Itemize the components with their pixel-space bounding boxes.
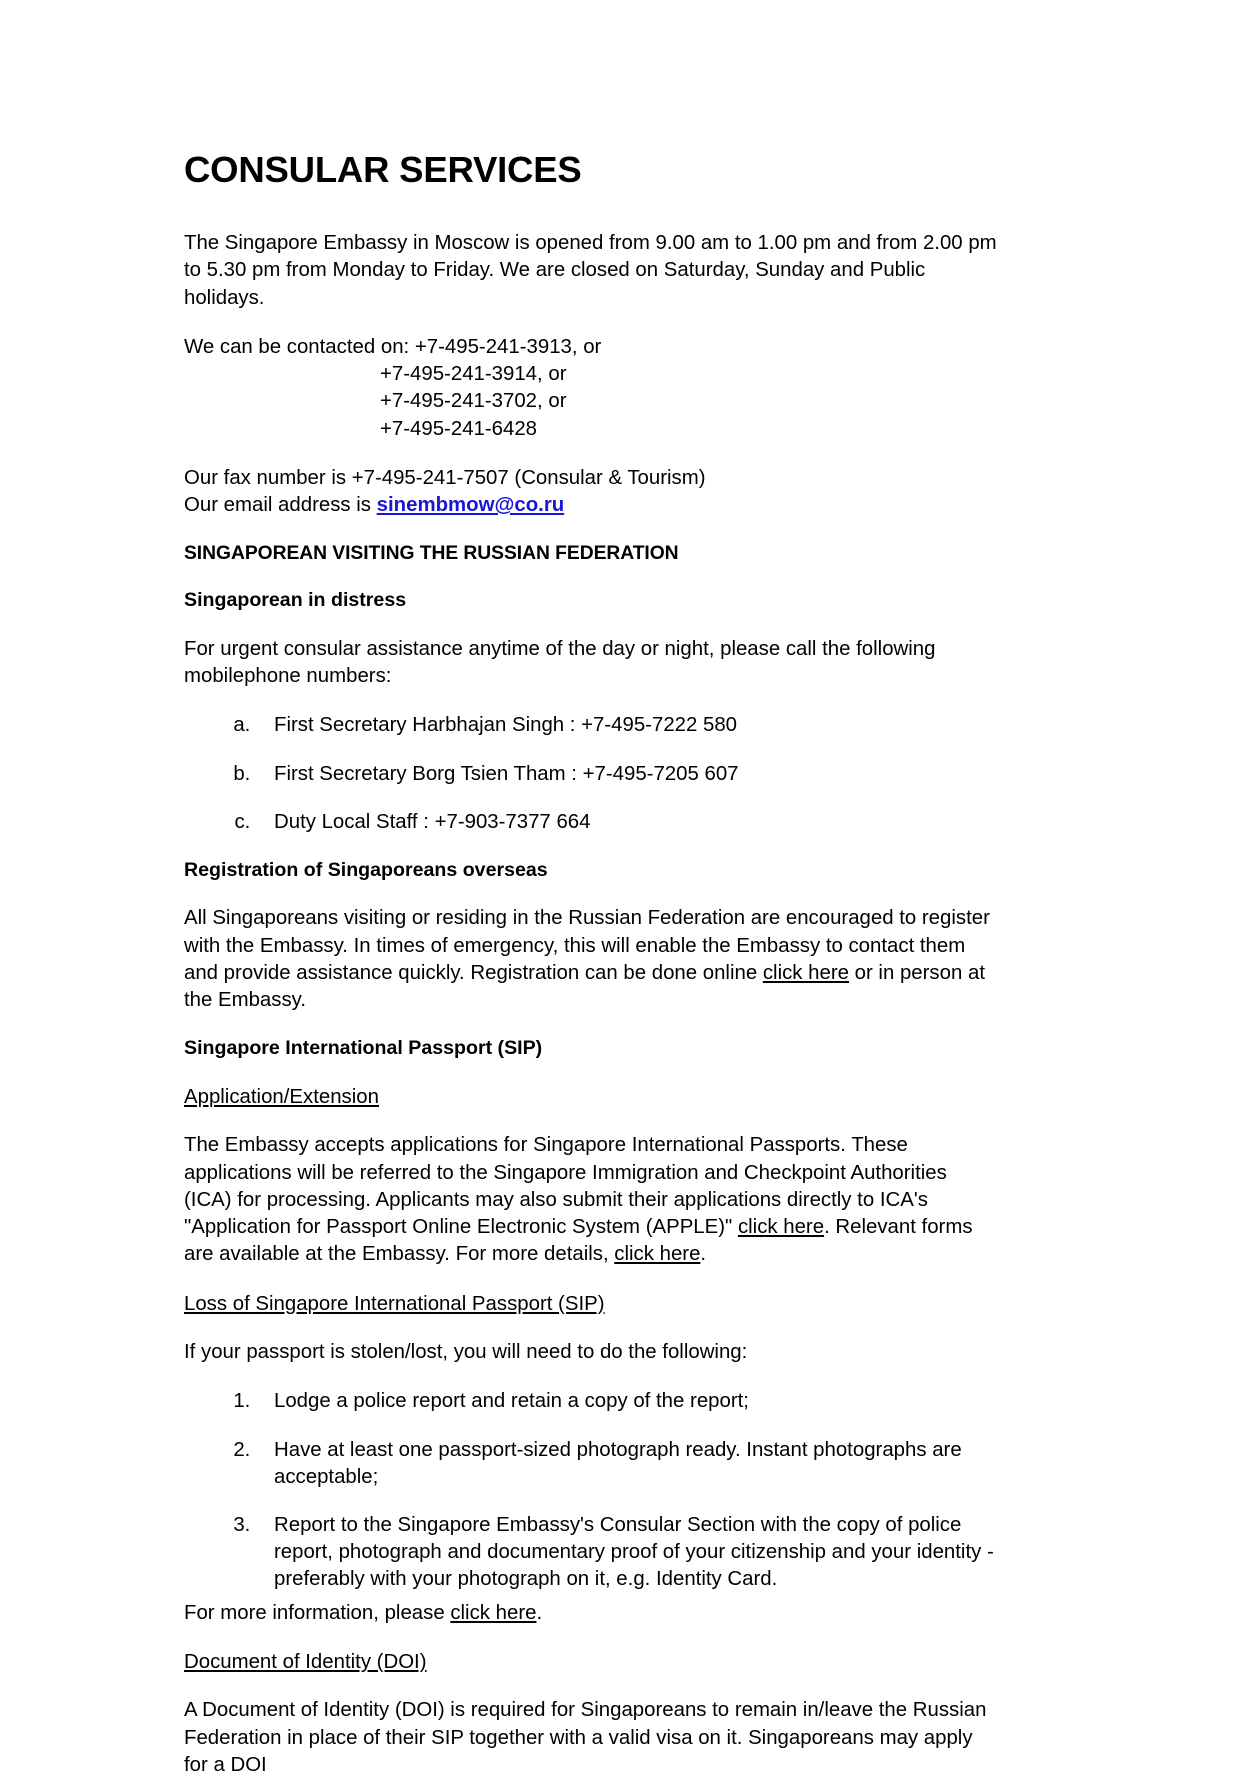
heading-loss-of-passport [184, 1291, 1000, 1318]
registration-text-part2: or in person at the Embassy. [184, 961, 985, 1012]
loss-intro-paragraph: If your passport is stolen/lost, you will need to do the following: [184, 1341, 748, 1364]
heading-loss-of-passport-text: Loss of Singapore International Passport (SIP) [184, 1292, 605, 1315]
page-title: CONSULAR SERVICES [184, 149, 582, 190]
contact-phone-block [184, 334, 1000, 443]
contact-phone-3: +7-495-241-3702, or [380, 390, 567, 413]
registration-click-here-link[interactable]: click here [762, 961, 849, 984]
fax-and-email-paragraph [184, 465, 1000, 519]
contact-phone-2: +7-495-241-3914, or [380, 363, 567, 386]
doi-paragraph: A Document of Identity (DOI) is required for Singaporeans to remain in/leave the Russian Federation in place of their SIP together with a valid visa on it. Singaporeans may apply for a DOI [184, 1699, 987, 1776]
apple-click-here-link[interactable]: click here [737, 1216, 825, 1239]
list-item: b. First Secretary Borg Tsien Tham : +7-495-7205 607 [256, 761, 1000, 788]
email-prefix: Our email address is [184, 494, 377, 517]
heading-document-of-identity-text: Document of Identity (DOI) [184, 1650, 427, 1673]
fax-line: Our fax number is +7-495-241-7507 (Consular & Tourism) [184, 466, 706, 489]
heading-singapore-international-passport: Singapore International Passport (SIP) [184, 1037, 543, 1060]
details-click-here-link[interactable]: click here [614, 1243, 701, 1266]
heading-registration-overseas: Registration of Singaporeans overseas [184, 858, 548, 881]
registration-paragraph [184, 905, 1000, 1014]
application-text-part3: . [700, 1243, 707, 1266]
more-info-text-part1: For more information, please [184, 1601, 451, 1624]
more-info-text-part2: . [536, 1601, 543, 1624]
loss-steps-list [184, 1388, 1000, 1593]
heading-application-extension-text: Application/Extension [184, 1085, 379, 1108]
application-text-part2: . Relevant forms are available at the Embassy. For more details, [184, 1216, 973, 1266]
list-item: 2. Have at least one passport-sized photograph ready. Instant photographs are acceptable; [256, 1437, 1000, 1491]
list-item: 3. Report to the Singapore Embassy's Consular Section with the copy of police report, photograph and documentary proof of your citizenship and your identity - preferably with your photograph on it, e.g. Identity Card. [256, 1512, 1000, 1594]
heading-document-of-identity [184, 1649, 1000, 1676]
opening-hours-paragraph: The Singapore Embassy in Moscow is opened from 9.00 am to 1.00 pm and from 2.00 pm to 5.30 pm from Monday to Friday. We are closed on Saturday, Sunday and Public holidays. [184, 232, 997, 309]
email-link[interactable]: sinembmow@co.ru [376, 494, 565, 517]
more-information-paragraph [184, 1600, 1000, 1627]
more-info-click-here-link[interactable]: click here [450, 1601, 537, 1624]
distress-intro-paragraph: For urgent consular assistance anytime of the day or night, please call the following mobilephone numbers: [184, 637, 936, 688]
heading-singaporean-in-distress: Singaporean in distress [184, 589, 407, 612]
application-paragraph [184, 1132, 1000, 1268]
list-item: a. First Secretary Harbhajan Singh : +7-495-7222 580 [256, 712, 1000, 739]
distress-contact-list [184, 712, 1000, 836]
application-text-part1: The Embassy accepts applications for Singapore International Passports. These applications will be referred to the Singapore Immigration and Checkpoint Authorities (ICA) for processing. Applicants may also submit their applications directly to ICA's "Application for Passport Online Electronic System (APPLE)" [184, 1134, 947, 1239]
contact-phone-4: +7-495-241-6428 [380, 417, 538, 440]
contact-intro-line: We can be contacted on: +7-495-241-3913, or [184, 335, 602, 358]
list-item: c. Duty Local Staff : +7-903-7377 664 [256, 809, 1000, 836]
registration-text-part1: All Singaporeans visiting or residing in the Russian Federation are encouraged to register with the Embassy. In times of emergency, this will enable the Embassy to contact them and provide assistance quickly. Registration can be done online [184, 907, 990, 984]
list-item: 1. Lodge a police report and retain a copy of the report; [256, 1388, 1000, 1415]
heading-application-extension [184, 1084, 1000, 1111]
heading-visiting-russian-federation: SINGAPOREAN VISITING THE RUSSIAN FEDERATION [184, 543, 679, 565]
